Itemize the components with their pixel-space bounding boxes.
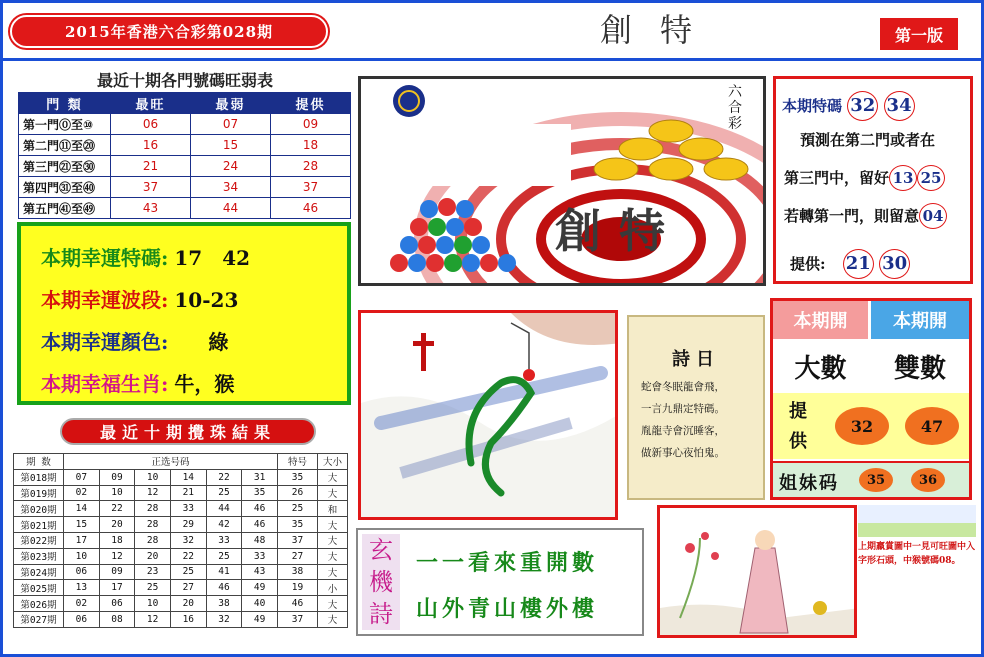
sister-code-num-text: 35 (866, 472, 886, 488)
lucky-zodiac-label: 本期幸福生肖: (41, 372, 169, 396)
door-cell-give: 46 (271, 198, 351, 219)
column-header: 最弱 (191, 93, 271, 114)
results-number: 14 (170, 469, 206, 485)
results-number: 25 (206, 485, 242, 501)
results-number: 10 (64, 548, 100, 564)
results-number: 46 (206, 580, 242, 596)
results-number: 06 (99, 596, 135, 612)
results-number: 29 (170, 517, 206, 533)
lucky-zodiac-row (41, 368, 234, 397)
results-size: 大 (318, 517, 348, 533)
page-title: 創特 (599, 11, 720, 49)
last-period-note (858, 505, 976, 638)
special-provide-row (790, 249, 910, 279)
results-number: 18 (99, 532, 135, 548)
open-header-1: 本期開 (773, 301, 868, 339)
door-cell-min: 15 (191, 135, 271, 156)
results-number: 38 (206, 596, 242, 612)
results-period: 第020期 (14, 501, 64, 517)
results-special: 35 (278, 517, 318, 533)
results-special: 26 (278, 485, 318, 501)
results-number: 13 (64, 580, 100, 596)
door-cell-max: 06 (111, 114, 191, 135)
door-table (18, 92, 351, 219)
results-number: 20 (170, 596, 206, 612)
lucky-band-value: 10-23 (174, 288, 239, 312)
results-number: 33 (242, 548, 278, 564)
results-number: 09 (99, 469, 135, 485)
results-number: 33 (170, 501, 206, 517)
results-size: 大 (318, 469, 348, 485)
results-size: 大 (318, 596, 348, 612)
results-number: 42 (206, 517, 242, 533)
door-cell-min: 24 (191, 156, 271, 177)
results-number: 22 (206, 469, 242, 485)
scholar-cartoon (657, 505, 857, 638)
snake-cartoon (358, 310, 618, 520)
special-line-3-text: 若轉第一門，則留意 (784, 207, 920, 225)
column-header: 特号 (278, 454, 318, 470)
column-header: 門 類 (19, 93, 111, 114)
door-cell-give: 18 (271, 135, 351, 156)
logo-icon (393, 85, 425, 117)
special-line-2-num: 25 (917, 165, 945, 191)
liuhe-label: 六合彩 (728, 84, 742, 132)
edition-badge: 第一版 (880, 18, 958, 50)
door-cell-max: 21 (111, 156, 191, 177)
results-number: 31 (242, 469, 278, 485)
results-row (14, 564, 348, 580)
poem-title: 詩日 (672, 349, 720, 370)
results-row (14, 596, 348, 612)
door-table-row (19, 156, 351, 177)
lucky-box (17, 222, 351, 405)
door-cell-give: 09 (271, 114, 351, 135)
special-provide-num: 21 (843, 249, 874, 279)
snake-illustration (361, 313, 618, 520)
results-period: 第019期 (14, 485, 64, 501)
results-number: 28 (135, 517, 171, 533)
results-row (14, 485, 348, 501)
column-header: 期 数 (14, 454, 64, 470)
door-cell-give: 37 (271, 177, 351, 198)
results-number: 40 (242, 596, 278, 612)
lucky-special-row (41, 242, 250, 271)
lucky-special-label: 本期幸運特碼: (41, 246, 169, 270)
door-cell-min: 07 (191, 114, 271, 135)
header-divider (0, 58, 984, 61)
results-row (14, 501, 348, 517)
results-size: 大 (318, 548, 348, 564)
results-number: 44 (206, 501, 242, 517)
results-number: 49 (242, 611, 278, 627)
results-number: 23 (135, 564, 171, 580)
column-header: 最旺 (111, 93, 191, 114)
results-size: 和 (318, 501, 348, 517)
lucky-band-row (41, 284, 238, 313)
results-number: 32 (206, 611, 242, 627)
sister-code-num-text: 36 (918, 472, 938, 488)
lucky-color-row (41, 326, 228, 355)
results-number: 21 (170, 485, 206, 501)
results-size: 小 (318, 580, 348, 596)
door-cell-label: 第三門㉑至㉚ (19, 156, 111, 177)
door-cell-min: 44 (191, 198, 271, 219)
lucky-special-value: 17 42 (174, 246, 251, 270)
column-header: 正选号码 (64, 454, 278, 470)
special-code-1: 32 (847, 91, 878, 121)
results-number: 20 (99, 517, 135, 533)
door-cell-label: 第五門㊶至㊾ (19, 198, 111, 219)
special-code-row (782, 91, 915, 121)
results-number: 09 (99, 564, 135, 580)
open-provide-panel (773, 393, 969, 459)
last-period-note-text: 上期羸賞圖中一見可旺圖中入字形石頭，中猴號碼08。 (858, 542, 976, 566)
sister-code-num (859, 468, 893, 492)
results-number: 16 (170, 611, 206, 627)
results-period: 第023期 (14, 548, 64, 564)
poem-line: 一言九鼎定特碼。 (641, 403, 725, 415)
xuanji-poem-box (356, 528, 644, 636)
results-special: 37 (278, 611, 318, 627)
poem-line: 蛇會冬眠龍會飛， (641, 381, 725, 393)
results-row (14, 580, 348, 596)
results-number: 17 (64, 532, 100, 548)
results-number: 14 (64, 501, 100, 517)
special-line-3 (784, 203, 947, 229)
results-number: 12 (99, 548, 135, 564)
door-cell-label: 第四門㉛至㊵ (19, 177, 111, 198)
results-number: 12 (135, 611, 171, 627)
xuanji-label: 玄機詩 (362, 534, 400, 630)
results-number: 12 (135, 485, 171, 501)
cross-icon (421, 333, 426, 371)
open-value-2: 雙數 (871, 341, 969, 391)
open-provide-num-text: 47 (920, 416, 944, 436)
results-period: 第027期 (14, 611, 64, 627)
results-banner: 最近十期攪珠結果 (60, 418, 316, 445)
results-number: 25 (206, 548, 242, 564)
open-provide-num (905, 407, 959, 445)
results-number: 25 (135, 580, 171, 596)
results-number: 20 (135, 548, 171, 564)
results-number: 28 (135, 501, 171, 517)
door-table-row (19, 177, 351, 198)
results-number: 22 (170, 548, 206, 564)
door-cell-label: 第一門⓪至⑩ (19, 114, 111, 135)
results-size: 大 (318, 485, 348, 501)
results-row (14, 469, 348, 485)
open-provide-num-text: 32 (850, 416, 874, 436)
door-table-row (19, 114, 351, 135)
xuanji-line-2: 山外青山樓外樓 (416, 596, 599, 622)
open-result-box (770, 298, 972, 500)
results-number: 43 (242, 564, 278, 580)
column-header: 提供 (271, 93, 351, 114)
sister-code-label: 姐妹码 (779, 473, 839, 494)
results-number: 02 (64, 485, 100, 501)
sister-code-panel (773, 461, 969, 497)
results-row (14, 548, 348, 564)
results-row (14, 532, 348, 548)
results-number: 07 (64, 469, 100, 485)
results-number: 33 (206, 532, 242, 548)
lucky-color-value: 綠 (208, 330, 229, 354)
results-size: 大 (318, 564, 348, 580)
poem-line: 胤龍寺會沉睡客， (641, 425, 725, 437)
scholar-illustration (660, 508, 857, 638)
door-cell-max: 37 (111, 177, 191, 198)
bird-icon (813, 601, 827, 615)
results-size: 大 (318, 611, 348, 627)
results-period: 第021期 (14, 517, 64, 533)
results-period: 第026期 (14, 596, 64, 612)
results-number: 08 (99, 611, 135, 627)
lucky-color-label: 本期幸運顏色: (41, 330, 169, 354)
note-thumbnail (858, 505, 976, 537)
door-cell-give: 28 (271, 156, 351, 177)
results-number: 17 (99, 580, 135, 596)
results-table (13, 453, 348, 628)
results-special: 27 (278, 548, 318, 564)
results-period: 第024期 (14, 564, 64, 580)
results-row (14, 517, 348, 533)
results-header (14, 454, 348, 470)
special-provide-num: 30 (879, 249, 910, 279)
results-row (14, 611, 348, 627)
door-table-header (19, 93, 351, 114)
results-number: 32 (170, 532, 206, 548)
results-number: 22 (99, 501, 135, 517)
results-special: 37 (278, 532, 318, 548)
special-line-2-text: 第三門中，留好 (784, 169, 890, 187)
door-cell-label: 第二門⑪至⑳ (19, 135, 111, 156)
xuanji-line-1: 一一看來重開數 (416, 550, 599, 576)
results-number: 02 (64, 596, 100, 612)
open-header-2: 本期開 (871, 301, 969, 339)
results-size: 大 (318, 532, 348, 548)
results-number: 10 (99, 485, 135, 501)
door-table-row (19, 198, 351, 219)
lucky-band-label: 本期幸運波段: (41, 288, 169, 312)
results-special: 46 (278, 596, 318, 612)
results-special: 25 (278, 501, 318, 517)
results-number: 48 (242, 532, 278, 548)
results-number: 27 (170, 580, 206, 596)
results-special: 38 (278, 564, 318, 580)
special-provide-label: 提供: (790, 255, 826, 273)
sister-code-num (911, 468, 945, 492)
results-number: 46 (242, 501, 278, 517)
results-number: 06 (64, 564, 100, 580)
results-period: 第025期 (14, 580, 64, 596)
results-number: 28 (135, 532, 171, 548)
door-table-title: 最近十期各門號碼旺弱表 (96, 71, 273, 90)
open-provide-label: 提供 (789, 401, 807, 452)
results-number: 46 (242, 517, 278, 533)
results-special: 19 (278, 580, 318, 596)
results-number: 06 (64, 611, 100, 627)
door-table-row (19, 135, 351, 156)
banner-logo-text: 創特 (555, 204, 683, 258)
door-cell-max: 43 (111, 198, 191, 219)
results-number: 41 (206, 564, 242, 580)
special-line-1: 預測在第二門或者在 (800, 131, 936, 149)
results-number: 25 (170, 564, 206, 580)
results-number: 35 (242, 485, 278, 501)
results-number: 15 (64, 517, 100, 533)
pearl-icon (523, 369, 535, 381)
results-period: 第018期 (14, 469, 64, 485)
open-value-1: 大數 (773, 341, 868, 391)
special-code-box (773, 76, 973, 284)
column-header: 大小 (318, 454, 348, 470)
special-line-2-num: 13 (889, 165, 917, 191)
special-code-2: 34 (884, 91, 915, 121)
poem-scroll (627, 315, 765, 500)
flower-icon (685, 543, 695, 553)
results-number: 10 (135, 596, 171, 612)
special-line-2 (784, 165, 945, 191)
open-provide-num (835, 407, 889, 445)
results-special: 35 (278, 469, 318, 485)
door-cell-min: 34 (191, 177, 271, 198)
results-period: 第022期 (14, 532, 64, 548)
lucky-zodiac-value: 牛，猴 (174, 372, 235, 396)
special-line-3-num: 04 (919, 203, 947, 229)
results-number: 49 (242, 580, 278, 596)
poem-line: 做新事心夜怕鬼。 (641, 447, 725, 459)
scholar-icon (740, 548, 788, 633)
results-number: 10 (135, 469, 171, 485)
special-code-label: 本期特碼 (782, 97, 843, 115)
door-cell-max: 16 (111, 135, 191, 156)
issue-badge: 2015年香港六合彩第028期 (10, 15, 328, 48)
